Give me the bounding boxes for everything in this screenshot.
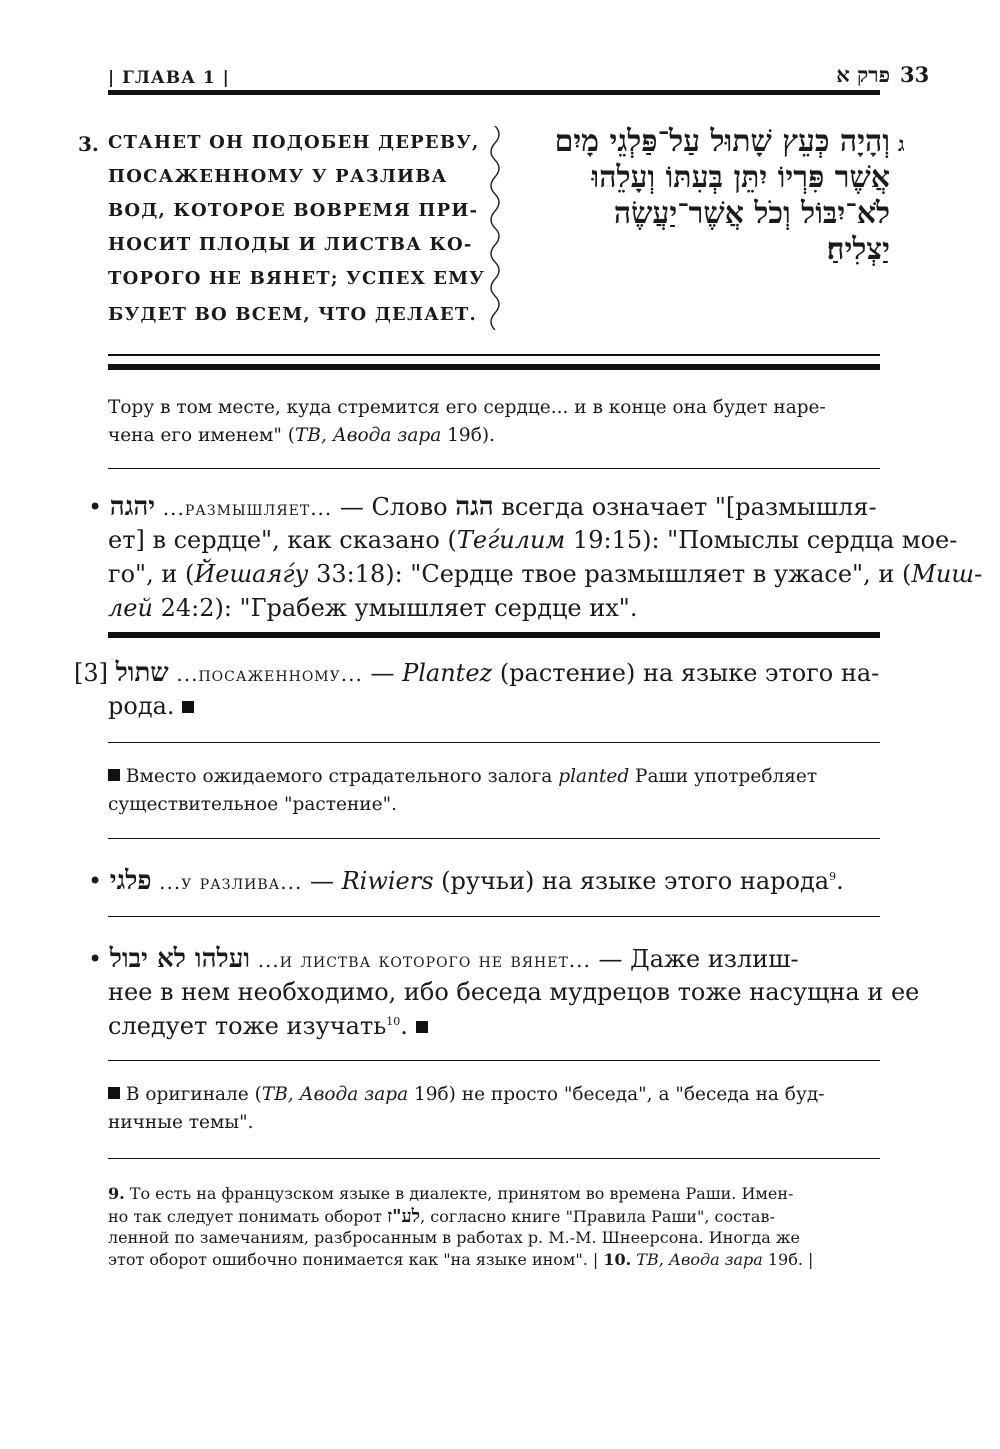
commentary-text: ет] в сердце", как сказано ( [108, 526, 457, 554]
note-marker-icon [108, 769, 120, 781]
wavy-divider [484, 126, 506, 330]
note-text: Вместо ожидаемого страдательного залога [125, 766, 559, 787]
entry-shatul-line [108, 692, 194, 720]
hebrew-verse-line: אֲשֶׁר פִּרְיוֹ יִתֵּן בְּעִתּוֹ וְעָלֵהוּ [591, 160, 890, 195]
section-rule [108, 742, 880, 743]
commentary-text: . [836, 867, 844, 895]
entry-hagah-line [108, 594, 637, 622]
section-rule [108, 916, 880, 917]
hebrew-verse-line: לֹא־יִבּוֹל וְכֹל אֲשֶׁר־יַעֲשֶׂה [613, 196, 890, 231]
commentary-text: — Даже излиш- [590, 945, 799, 973]
commentary-text: го", и ( [108, 560, 195, 588]
note-marker-icon [108, 1087, 120, 1099]
section-rule-thick [108, 632, 880, 638]
note-text: существительное "растение". [108, 794, 397, 815]
header-rule [108, 90, 880, 95]
citation: ТВ, Авода зара [295, 425, 442, 446]
footnote-text: ленной по замечаниям, разбросанным в работах р. М.-М. Шнеерсона. Иногда же [108, 1228, 801, 1247]
commentary-text: 19б). [441, 425, 495, 446]
footnote-ref[interactable]: 10 [386, 1015, 401, 1028]
french-gloss: Riwiers [341, 867, 434, 895]
lemma-keyword: ...посаженному... [176, 662, 363, 686]
commentary-text: 24:2): "Грабеж умышляет сердце их". [152, 594, 638, 622]
lemma-keyword: ...у разлива... [159, 870, 303, 894]
lemma-keyword: ...и листва которого не вянет... [257, 948, 591, 972]
translator-note-line [108, 766, 817, 787]
translator-note-line [108, 1112, 253, 1133]
french-gloss: Plantez [402, 659, 493, 687]
verse-russian-line: БУДЕТ ВО ВСЕМ, ЧТО ДЕЛАЕТ. [108, 304, 477, 325]
bullet: • [88, 867, 103, 895]
commentary-text: — Слово [332, 493, 456, 521]
footnote-text: , согласно книге "Правила Раши", состав- [420, 1207, 775, 1226]
page-number: 33 [900, 62, 930, 87]
bullet: • [88, 493, 103, 521]
entry-aleihu-line [108, 1012, 428, 1040]
footnote-line [108, 1184, 793, 1203]
verse-russian-line: ВОД, КОТОРОЕ ВОВРЕМЯ ПРИ- [108, 200, 479, 221]
commentary-text: Тору в том месте, куда стремится его сердце... и в конце она будет наре- [108, 397, 826, 418]
commentary-text: — [302, 867, 342, 895]
section-rule [108, 468, 880, 469]
verse-russian-line: НОСИТ ПЛОДЫ И ЛИСТВА КО- [108, 234, 473, 255]
commentary-text: нее в нем необходимо, ибо беседа мудрецов тоже насущна и ее [108, 978, 920, 1006]
footnote-line [108, 1228, 800, 1247]
hebrew-verse-line: וְהָיָה כְּעֵץ שָׁתוּל עַל־פַּלְגֵי מָיִם [554, 124, 890, 159]
footnote-text: но так следует понимать оборот [108, 1207, 388, 1226]
citation: Йешаяѓу [194, 560, 309, 588]
hebrew-word: הגה [455, 492, 494, 522]
translator-note-line [108, 794, 397, 815]
commentary-line [108, 397, 826, 418]
hebrew-lemma: פלגי [109, 866, 152, 896]
lemma-keyword: ...размышляет... [162, 496, 333, 520]
citation: Миш- [911, 560, 983, 588]
footnote-line [108, 1250, 813, 1269]
english-word: planted [558, 766, 630, 787]
commentary-text: . [400, 1012, 408, 1040]
entry-hagah-line [108, 526, 957, 554]
entry-shatul-line [74, 658, 879, 688]
verse-number: 3. [78, 132, 99, 156]
section-rule [108, 838, 880, 839]
hebrew-verse-mark: ג [898, 132, 905, 156]
footnote-text: 19б. | [762, 1250, 814, 1269]
verse-russian-line: ТОРОГО НЕ ВЯНЕТ; УСПЕХ ЕМУ [108, 268, 486, 289]
note-text: 19б) не просто "беседа", а "беседа на буд- [408, 1084, 825, 1105]
entry-aleihu-line [108, 978, 919, 1006]
footnote-number: 9. [108, 1184, 125, 1203]
commentary-text: всегда означает "[размышля- [493, 493, 877, 521]
commentary-line [108, 425, 495, 446]
hebrew-verse-line: יַצְלִיחַ׃ [826, 232, 890, 267]
footnote-text: То есть на французском языке в диалекте, принятом во времена Раши. Имен- [124, 1184, 794, 1203]
bullet: • [88, 945, 103, 973]
note-text: Раши употребляет [629, 766, 818, 787]
citation: лей [108, 594, 153, 622]
running-header-chapter: | ГЛАВА 1 | [108, 68, 230, 88]
commentary-text: — [362, 659, 403, 687]
section-rule [108, 1060, 880, 1061]
commentary-text: (ручьи) на языке этого народа [433, 867, 830, 895]
note-text: В оригинале ( [125, 1084, 262, 1105]
note-marker-icon [182, 701, 194, 713]
verse-rule-thin [108, 354, 880, 356]
commentary-text: (растение) на языке этого на- [492, 659, 880, 687]
citation: ТВ, Авода зара [636, 1250, 763, 1269]
footnote-text: этот оборот ошибочно понимается как "на языке ином". | [108, 1250, 604, 1269]
verse-russian-line: СТАНЕТ ОН ПОДОБЕН ДЕРЕВУ, [108, 132, 480, 153]
commentary-text: чена его именем" ( [108, 425, 296, 446]
note-text: ничные темы". [108, 1112, 254, 1133]
entry-palgei-line [88, 866, 844, 896]
hebrew-abbrev: לע"ז [387, 1206, 421, 1227]
footnote-number: 10. [603, 1250, 632, 1269]
translator-note-line [108, 1084, 824, 1105]
entry-aleihu-line [88, 944, 799, 974]
note-marker-icon [416, 1021, 428, 1033]
commentary-text: 19:15): "Помыслы сердца мое- [565, 526, 958, 554]
verse-russian-line: ПОСАЖЕННОМУ У РАЗЛИВА [108, 166, 448, 187]
commentary-text: 33:18): "Сердце твое размышляет в ужасе", и ( [308, 560, 912, 588]
commentary-text: рода. [108, 692, 175, 720]
verse-marker: [3] [74, 659, 108, 687]
citation: ТВ, Авода зара [261, 1084, 409, 1105]
footnote-rule [108, 1158, 880, 1159]
verse-rule-thick [108, 364, 880, 370]
entry-hagah-line [108, 560, 982, 588]
running-header-hebrew: פרק א [836, 62, 890, 87]
hebrew-lemma: יהגה [109, 492, 156, 522]
commentary-text: следует тоже изучать [108, 1012, 387, 1040]
hebrew-lemma: ועלהו לא יבול [109, 944, 251, 974]
entry-hagah-line [88, 492, 877, 522]
hebrew-lemma: שתול [115, 658, 169, 688]
footnote-ref[interactable]: 9 [829, 870, 837, 883]
footnote-line [108, 1206, 775, 1227]
citation: Теѓилим [456, 526, 566, 554]
